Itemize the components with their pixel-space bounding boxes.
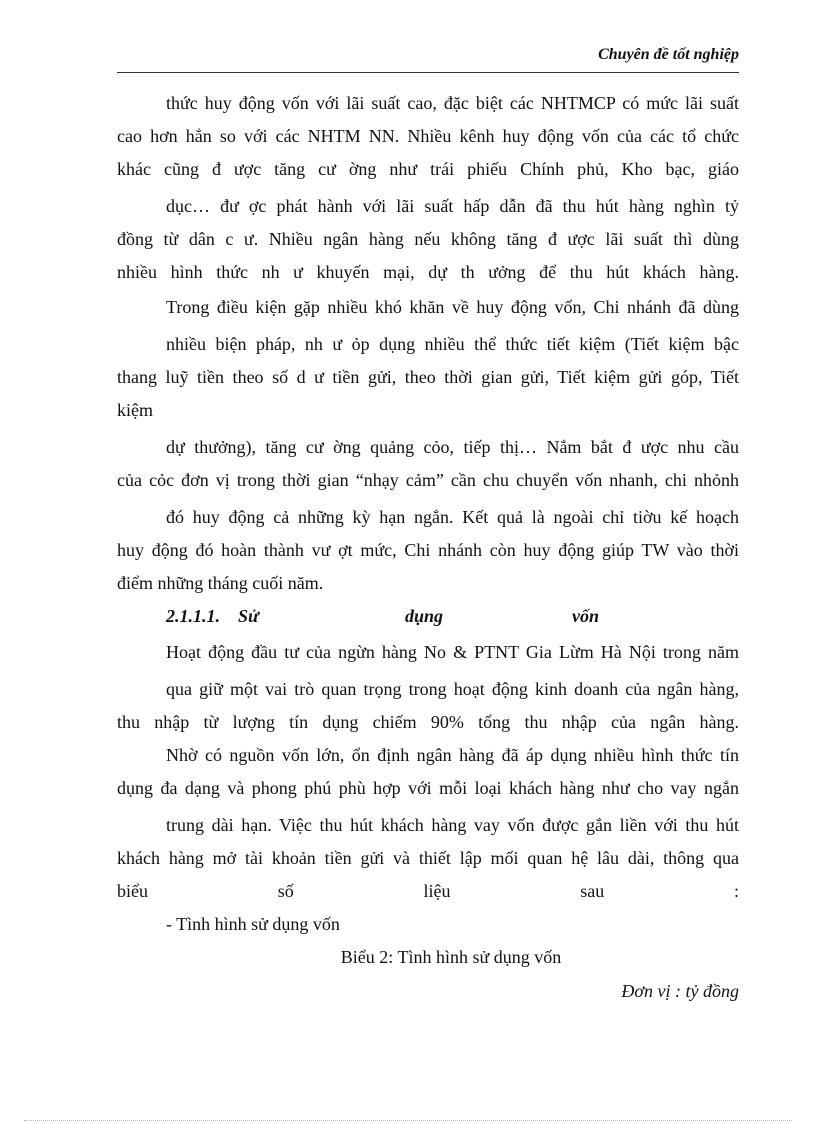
section-word: dụng	[405, 606, 444, 626]
text-line: trung dài hạn. Việc thu hút khách hàng vay vốn được gắn liền với thu hút	[166, 815, 739, 835]
text-line: của cỏc đơn vị trong thời gian “nhạy cảm” cần chu chuyển vốn nhanh, chi nhỏnh	[117, 470, 739, 490]
text-line: nhiều hình thức nh ư khuyến mại, dự th ưởng để thu hút khách hàng.	[117, 262, 739, 282]
text-line: dụng đa dạng và phong phú phù hợp với mỗi loại khách hàng như cho vay ngắn	[117, 778, 739, 798]
text-line: dự thưởng), tăng cư ờng quảng cỏo, tiếp thị… Nắm bắt đ ược nhu cầu	[166, 437, 739, 457]
text-line: điểm những tháng cuối năm.	[117, 573, 324, 593]
unit-label: Đơn vị : tỷ đồng	[621, 981, 739, 1001]
page-header	[117, 42, 739, 73]
text-line: qua giữ một vai trò quan trọng trong hoạt động kinh doanh của ngân hàng,	[166, 679, 739, 699]
text-line: Hoạt động đầu tư của ngừn hàng No & PTNT Gia Lừm Hà Nội trong năm	[166, 642, 739, 662]
table-caption: Biểu 2: Tình hình sử dụng vốn	[340, 947, 562, 967]
spread-line	[117, 880, 739, 902]
text-line: đó huy động cả những kỳ hạn ngắn. Kết quả là ngoài chỉ tiờu kế hoạch	[166, 507, 739, 527]
section-heading	[166, 605, 739, 627]
bullet-line: - Tình hình sử dụng vốn	[166, 914, 340, 934]
text-line: khách hàng mở tài khoản tiền gửi và thiết lập mối quan hệ lâu dài, thông qua	[117, 848, 739, 868]
spread-word: số	[277, 881, 294, 901]
page-bottom-divider	[24, 1120, 792, 1121]
text-line: thang luỹ tiền theo số d ư tiền gửi, theo thời gian gửi, Tiết kiệm gửi góp, Tiết	[117, 367, 739, 387]
text-line: khác cũng đ ược tăng cư ờng như trái phiếu Chính phủ, Kho bạc, giáo	[117, 159, 739, 179]
header-title: Chuyên đề tốt nghiệp	[598, 46, 739, 63]
text-line: đồng từ dân c ư. Nhiều ngân hàng nếu không tăng đ ược lãi suất thì dùng	[117, 229, 739, 249]
text-line: thu nhập từ lượng tín dụng chiếm 90% tổng thu nhập của ngân hàng.	[117, 712, 739, 732]
text-line: Trong điều kiện gặp nhiều khó khăn về huy động vốn, Chi nhánh đã dùng	[166, 297, 739, 317]
text-line: huy động đó hoàn thành vư ợt mức, Chi nhánh còn huy động giúp TW vào thời	[117, 540, 739, 560]
section-word: Sử	[238, 606, 259, 626]
text-line: cao hơn hẳn so với các NHTM NN. Nhiều kênh huy động vốn của các tổ chức	[117, 126, 739, 146]
text-line: kiệm	[117, 400, 153, 420]
spread-word: sau	[580, 881, 605, 901]
text-line: nhiều biện pháp, nh ư ỏp dụng nhiều thể thức tiết kiệm (Tiết kiệm bậc	[166, 334, 739, 354]
spread-word: :	[733, 881, 739, 901]
text-line: Nhờ có nguồn vốn lớn, ổn định ngân hàng đã áp dụng nhiều hình thức tín	[166, 745, 739, 765]
section-number: 2.1.1.1.	[166, 606, 220, 626]
text-line: thức huy động vốn với lãi suất cao, đặc biệt các NHTMCP có mức lãi suất	[166, 93, 739, 113]
section-word: vốn	[572, 606, 599, 626]
spread-word: liệu	[423, 881, 451, 901]
spread-word: biểu	[117, 881, 148, 901]
text-line: dục… đư ợc phát hành với lãi suất hấp dẫn đã thu hút hàng nghìn tỷ	[166, 196, 739, 216]
